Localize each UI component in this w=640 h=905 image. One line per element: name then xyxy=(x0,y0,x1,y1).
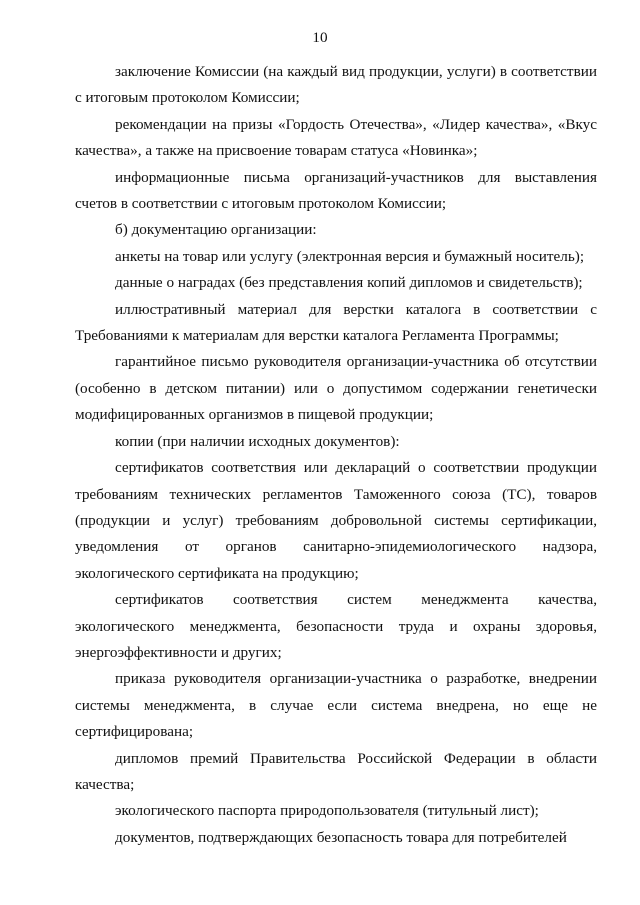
paragraph-organization-documentation: б) документацию организации: xyxy=(115,221,317,239)
paragraph-ecological-passport: экологического паспорта природопользователя (титульный лист); xyxy=(115,802,539,820)
paragraph-prize-recommendations: рекомендации на призы «Гордость Отечества», «Лидер качества», «Вкус качества», а также на присвоение товарам статуса «Новинка»; xyxy=(75,115,597,160)
paragraph-management-system-certificates: сертификатов соответствия систем менеджмента качества, экологического менеджмента, безопасности труда и охраны здоровья, энергоэффективности и других; xyxy=(75,591,597,661)
paragraph-information-letters: информационные письма организаций-участников для выставления счетов в соответствии с итоговым протоколом Комиссии; xyxy=(75,168,597,213)
page-number: 10 xyxy=(312,29,328,46)
paragraph-awards-data: данные о наградах (без представления копий дипломов и свидетельств); xyxy=(115,274,583,292)
paragraph-safety-documents: документов, подтверждающих безопасность товара для потребителей xyxy=(115,828,567,846)
paragraph-questionnaires: анкеты на товар или услугу (электронная версия и бумажный носитель); xyxy=(115,247,585,265)
paragraph-commission-conclusion: заключение Комиссии (на каждый вид продукции, услуги) в соответствии с итоговым протоколом Комиссии; xyxy=(75,63,597,107)
paragraph-conformity-certificates: сертификатов соответствия или деклараций о соответствии продукции требованиям технических регламентов Таможенного союза (ТС), товаров (продукции и услуг) требованиям добровольной системы сертификации, уведомления от органов санитарно-эпидемиологического надзора, экологического сертификата на продукцию; xyxy=(75,459,597,582)
paragraph-management-order: приказа руководителя организации-участника о разработке, внедрении системы менеджмента, в случае если система внедрена, но еще не сертифицирована; xyxy=(75,670,597,741)
paragraph-guarantee-letter: гарантийное письмо руководителя организации-участника об отсутствии (особенно в детском питании) или о допустимом содержании генетически модифицированных организмов в пищевой продукции; xyxy=(75,353,597,424)
document-body xyxy=(75,59,597,851)
paragraph-illustrative-material: иллюстративный материал для верстки каталога в соответствии с Требованиями к материалам для верстки каталога Регламента Программы; xyxy=(75,300,597,345)
paragraph-copies: копии (при наличии исходных документов): xyxy=(115,432,400,450)
paragraph-government-prizes: дипломов премий Правительства Российской Федерации в области качества; xyxy=(75,749,597,793)
